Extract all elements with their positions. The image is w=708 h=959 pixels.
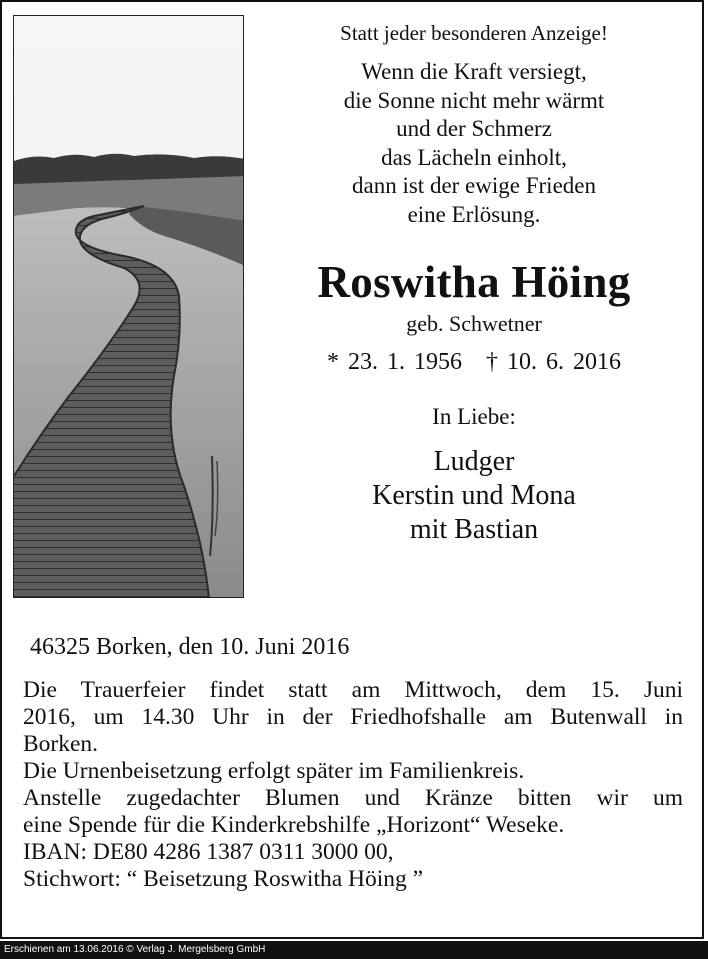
place-date: 46325 Borken, den 10. Juni 2016 [30, 634, 350, 660]
intro-line: Statt jeder besonderen Anzeige! [340, 21, 608, 45]
body-line: IBAN: DE80 4286 1387 0311 3000 00, [23, 839, 394, 865]
publication-footer: Erschienen am 13.06.2016 © Verlag J. Mergelsberg GmbH [0, 941, 708, 959]
family-line: Ludger [433, 446, 515, 477]
family-line: mit Bastian [409, 514, 539, 545]
poem [250, 58, 698, 229]
poem-line: das Lächeln einholt, [381, 144, 567, 170]
boardwalk-photo-graphic [14, 16, 244, 598]
poem-line: eine Erlösung. [407, 201, 541, 227]
body-line: Anstelle zugedachter Blumen und Kränze bitten wir um [23, 785, 683, 811]
poem-line: dann ist der ewige Frieden [352, 173, 596, 198]
family-line: Kerstin und Mona [372, 480, 576, 511]
boardwalk-photo [13, 15, 244, 598]
poem-line: die Sonne nicht mehr wärmt [343, 87, 605, 113]
body-line: Die Trauerfeier findet statt am Mittwoch, dem 15. Juni [23, 677, 683, 703]
birth-date: * 23. 1. 1956 [327, 349, 462, 375]
body-line: Borken. [23, 731, 99, 757]
body-line: 2016, um 14.30 Uhr in der Friedhofshalle am Butenwall in [23, 704, 683, 730]
life-dates [250, 347, 698, 377]
family-names [250, 445, 698, 547]
notice-main-text [250, 20, 698, 547]
body-line: Die Urnenbeisetzung erfolgt später im Familienkreis. [23, 758, 525, 784]
poem-line: und der Schmerz [396, 116, 552, 141]
poem-line: Wenn die Kraft versiegt, [361, 59, 587, 84]
body-line: Stichwort: “ Beisetzung Roswitha Höing ” [23, 866, 424, 892]
love-line: In Liebe: [432, 404, 516, 429]
birth-name: geb. Schwetner [406, 311, 542, 336]
deceased-name: Roswitha Höing [317, 257, 631, 307]
ceremony-details [23, 677, 683, 893]
death-date: † 10. 6. 2016 [486, 349, 621, 375]
body-line: eine Spende für die Kinderkrebshilfe „Horizont“ Weseke. [23, 812, 565, 838]
